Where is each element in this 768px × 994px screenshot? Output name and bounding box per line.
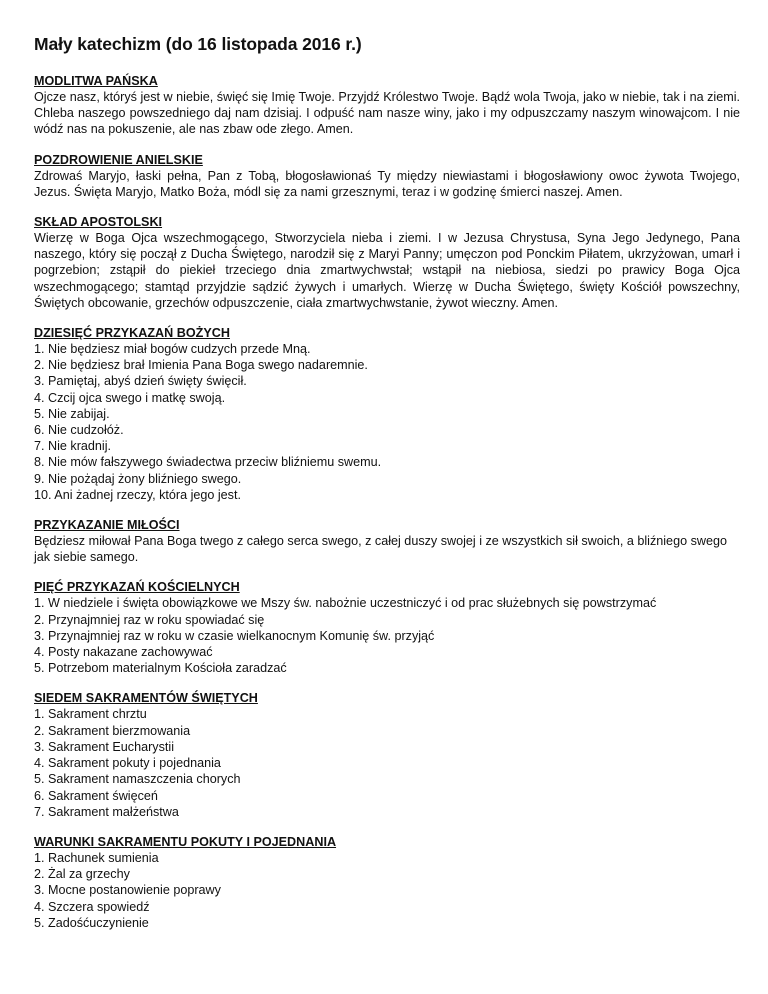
list-item: 6. Nie cudzołóż. [34,423,124,438]
document-title: Mały katechizm (do 16 listopada 2016 r.) [34,34,362,54]
section-heading: SKŁAD APOSTOLSKI [34,215,163,230]
list-item: 2. Nie będziesz brał Imienia Pana Boga swego nadaremnie. [34,358,368,373]
list-item: 1. Nie będziesz miał bogów cudzych przede Mną. [34,342,311,357]
section-heading: PRZYKAZANIE MIŁOŚCI [34,518,180,533]
section-sakramenty [34,690,740,819]
section-koscielne [34,579,740,676]
list-item: 10. Ani żadnej rzeczy, która jego jest. [34,487,241,502]
list-item: 4. Czcij ojca swego i matkę swoją. [34,390,226,405]
list-item: 5. Sakrament namaszczenia chorych [34,772,241,787]
section-modlitwa [34,73,740,138]
list-item: 4. Sakrament pokuty i pojednania [34,756,221,771]
list-item: 8. Nie mów fałszywego świadectwa przeciw bliźniemu swemu. [34,455,382,470]
list-item: 2. Żal za grzechy [34,867,130,882]
church-commandments-list [34,595,740,676]
section-pozdrowienie [34,152,740,200]
section-heading: WARUNKI SAKRAMENTU POKUTY I POJEDNANIA [34,834,337,849]
section-heading: DZIESIĘĆ PRZYKAZAŃ BOŻYCH [34,326,230,341]
list-item: 4. Szczera spowiedź [34,899,150,914]
section-milosc [34,517,740,565]
sacraments-list [34,706,740,819]
list-item: 5. Potrzebom materialnym Kościoła zaradzać [34,661,287,676]
list-item: 6. Sakrament święceń [34,788,158,803]
list-item: 4. Posty nakazane zachowywać [34,645,213,660]
list-item: 3. Sakrament Eucharystii [34,739,174,754]
list-item: 3. Mocne postanowienie poprawy [34,883,221,898]
section-warunki [34,834,740,931]
penance-conditions-list [34,850,740,931]
list-item: 1. W niedziele i święta obowiązkowe we Mszy św. nabożnie uczestniczyć i od prac służebnych się powstrzymać [34,596,657,611]
commandments-list [34,341,740,503]
section-heading: POZDROWIENIE ANIELSKIE [34,152,203,167]
section-text: Będziesz miłował Pana Boga twego z całego serca swego, z całej duszy swojej i ze wszystkich sił swoich, a bliźniego swego jak siebie samego. [34,534,727,565]
list-item: 2. Przynajmniej raz w roku spowiadać się [34,612,265,627]
list-item: 5. Zadośćuczynienie [34,915,149,930]
list-item: 9. Nie pożądaj żony bliźniego swego. [34,471,242,486]
list-item: 7. Nie kradnij. [34,439,111,454]
list-item: 3. Pamiętaj, abyś dzień święty święcił. [34,374,247,389]
list-item: 1. Sakrament chrztu [34,707,147,722]
list-item: 7. Sakrament małżeństwa [34,804,179,819]
list-item: 5. Nie zabijaj. [34,406,110,421]
section-heading: MODLITWA PAŃSKA [34,74,158,88]
section-text: Wierzę w Boga Ojca wszechmogącego, Stworzyciela nieba i ziemi. I w Jezusa Chrystusa, Syna Jego Jedynego, Pana naszego, który się począł z Ducha Świętego, narodził się z Maryi Panny; umęczon pod Ponckim Piłatem, ukrzyżowan, umarł i pogrzebion; zstąpił do piekieł trzeciego dnia zmartwychwstał; wstąpił na niebiosa, siedzi po prawicy Boga Ojca wszechmogącego; stamtąd przyjdzie sądzić żywych i umarłych. Wierzę w Ducha Świętego, święty Kościół powszechny, Świętych obcowanie, grzechów odpuszczenie, ciała zmartwychwstanie, żywot wieczny. Amen. [34,231,740,310]
section-sklad [34,214,740,311]
section-przykazania [34,325,740,503]
list-item: 2. Sakrament bierzmowania [34,723,191,738]
section-text: Ojcze nasz, któryś jest w niebie, święć się Imię Twoje. Przyjdź Królestwo Twoje. Bądź wola Twoja, jako w niebie, tak i na ziemi. Chleba naszego powszedniego daj nam dzisiaj. I odpuść nam nasze winy, jako i my odpuszczamy naszym winowajcom. I nie wódź nas na pokuszenie, ale nas zbaw ode złego. Amen. [34,90,740,137]
list-item: 1. Rachunek sumienia [34,850,159,865]
section-heading: SIEDEM SAKRAMENTÓW ŚWIĘTYCH [34,691,258,706]
section-text: Zdrowaś Maryjo, łaski pełna, Pan z Tobą, błogosławionaś Ty między niewiastami i błogosławiony owoc żywota Twojego, Jezus. Święta Maryjo, Matko Boża, módl się za nami grzesznymi, teraz i w godzinę śmierci naszej. Amen. [34,168,740,199]
list-item: 3. Przynajmniej raz w roku w czasie wielkanocnym Komunię św. przyjąć [34,628,435,643]
section-heading: PIĘĆ PRZYKAZAŃ KOŚCIELNYCH [34,580,240,595]
